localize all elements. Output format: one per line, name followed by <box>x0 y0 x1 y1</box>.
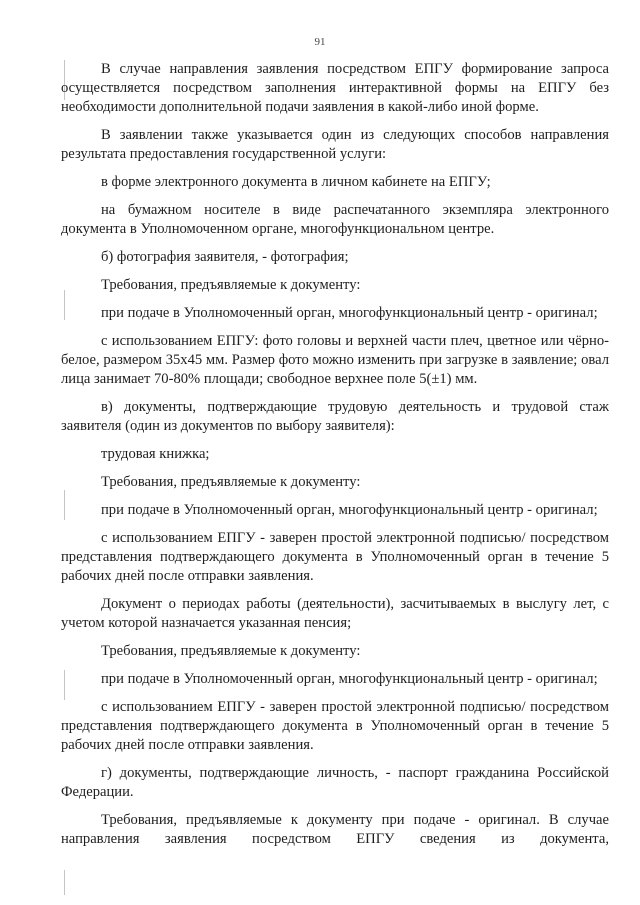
paragraph: Требования, предъявляемые к документу: <box>101 474 361 490</box>
paragraph: в форме электронного документа в личном кабинете на ЕПГУ; <box>101 174 491 190</box>
paragraph: на бумажном носителе в виде распечатанного экземпляра электронного документа в Уполномоченном органе, многофункциональном центре. <box>61 202 609 237</box>
paragraph: В случае направления заявления посредством ЕПГУ формирование запроса осуществляется посредством заполнения интерактивной формы на ЕПГУ без необходимости дополнительной подачи заявления в какой-либо иной форме. <box>61 61 609 115</box>
paragraph: с использованием ЕПГУ: фото головы и верхней части плеч, цветное или чёрно-белое, размером 35х45 мм. Размер фото можно изменить при загрузке в заявление; овал лица занимает 70-80% площади; свободное верхнее поле 5(±1) мм. <box>61 333 609 387</box>
paragraph: в) документы, подтверждающие трудовую деятельность и трудовой стаж заявителя (один из документов по выбору заявителя): <box>61 399 609 434</box>
paragraph: Требования, предъявляемые к документу при подаче - оригинал. В случае направления заявления посредством ЕПГУ сведения из документа, <box>61 812 609 847</box>
paragraph: б) фотография заявителя, - фотография; <box>101 249 349 265</box>
paragraph: при подаче в Уполномоченный орган, многофункциональный центр - оригинал; <box>101 305 598 321</box>
paragraph: г) документы, подтверждающие личность, - паспорт гражданина Российской Федерации. <box>61 765 609 800</box>
paragraph: при подаче в Уполномоченный орган, многофункциональный центр - оригинал; <box>101 502 598 518</box>
paragraph: при подаче в Уполномоченный орган, многофункциональный центр - оригинал; <box>101 671 598 687</box>
scan-artifact-line <box>64 870 65 895</box>
paragraph: с использованием ЕПГУ - заверен простой электронной подписью/ посредством представления подтверждающего документа в Уполномоченный орган в течение 5 рабочих дней после отправки заявления. <box>61 699 609 753</box>
paragraph: с использованием ЕПГУ - заверен простой электронной подписью/ посредством представления подтверждающего документа в Уполномоченный орган в течение 5 рабочих дней после отправки заявления. <box>61 530 609 584</box>
page-number: 91 <box>314 36 326 48</box>
paragraph: В заявлении также указывается один из следующих способов направления результата предоставления государственной услуги: <box>61 127 609 162</box>
paragraph: трудовая книжка; <box>101 446 210 462</box>
paragraph: Документ о периодах работы (деятельности), засчитываемых в выслугу лет, с учетом которой назначается указанная пенсия; <box>61 596 609 631</box>
document-body <box>61 60 609 858</box>
paragraph: Требования, предъявляемые к документу: <box>101 277 361 293</box>
paragraph: Требования, предъявляемые к документу: <box>101 643 361 659</box>
